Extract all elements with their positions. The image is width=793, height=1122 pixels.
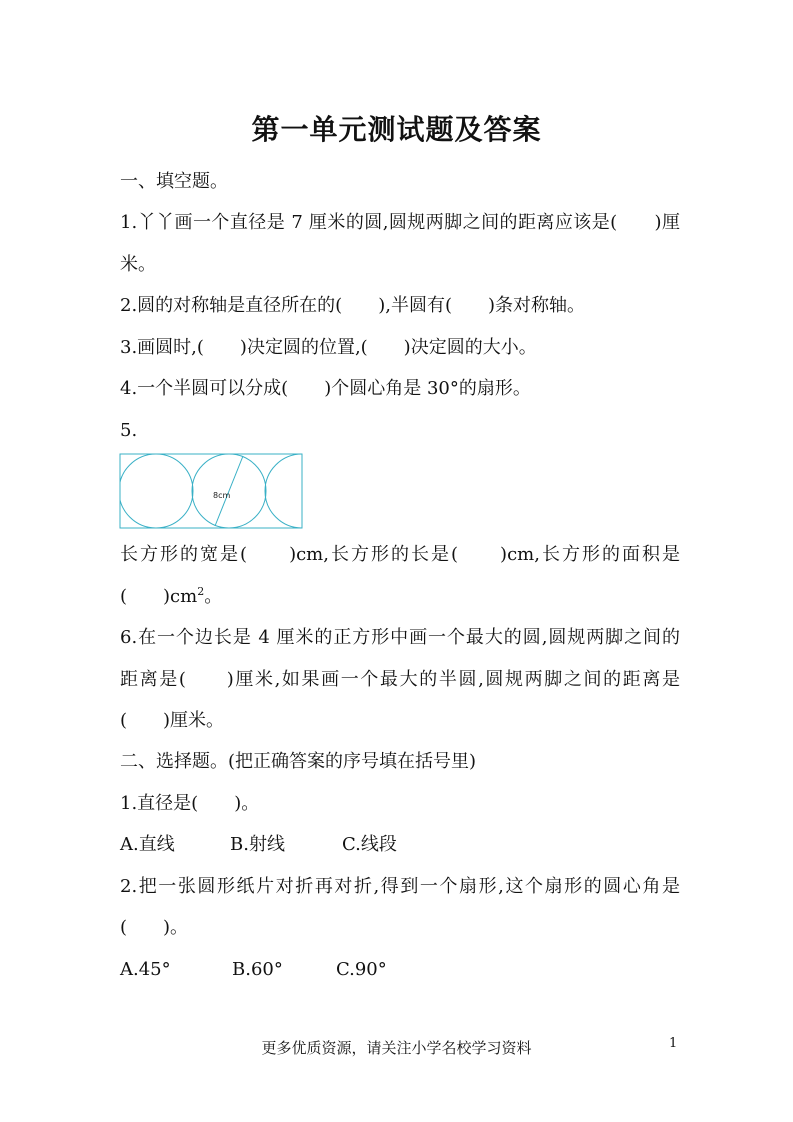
figure-circle-left bbox=[119, 454, 193, 528]
choice-question-1: 1.直径是( )。 bbox=[120, 793, 260, 814]
rectangle-circles-figure bbox=[119, 453, 303, 529]
question-5-number: 5. bbox=[120, 420, 138, 441]
section-heading-fill-blank: 一、填空题。 bbox=[120, 171, 228, 192]
page-number: 1 bbox=[669, 1036, 678, 1051]
choice-2-option-b: B.60° bbox=[232, 959, 283, 980]
page-footer: 更多优质资源，请关注小学名校学习资料 bbox=[261, 1039, 532, 1057]
page-title: 第一单元测试题及答案 bbox=[251, 113, 542, 146]
question-1-line-1: 1.丫丫画一个直径是 7 厘米的圆,圆规两脚之间的距离应该是( )厘 bbox=[120, 212, 680, 233]
question-5-line-2 bbox=[120, 585, 680, 609]
figure-rectangle bbox=[120, 454, 302, 528]
question-2: 2.圆的对称轴是直径所在的( ),半圆有( )条对称轴。 bbox=[120, 295, 585, 316]
section-heading-multiple-choice: 二、选择题。(把正确答案的序号填在括号里) bbox=[120, 751, 477, 772]
figure-circle-right bbox=[265, 454, 303, 528]
question-6-line-3: ( )厘米。 bbox=[120, 710, 225, 731]
choice-1-option-c: C.线段 bbox=[342, 834, 397, 855]
question-6-line-1: 6.在一个边长是 4 厘米的正方形中画一个最大的圆,圆规两脚之间的 bbox=[120, 627, 680, 648]
question-6-line-2: 距离是( )厘米,如果画一个最大的半圆,圆规两脚之间的距离是 bbox=[120, 669, 680, 690]
question-5-superscript: 2 bbox=[197, 585, 205, 598]
question-5-line-1: 长方形的宽是( )cm,长方形的长是( )cm,长方形的面积是 bbox=[120, 544, 680, 565]
question-5-end: 。 bbox=[204, 586, 223, 607]
choice-2-option-a: A.45° bbox=[120, 959, 171, 980]
choice-question-2-line-1: 2.把一张圆形纸片对折再对折,得到一个扇形,这个扇形的圆心角是 bbox=[120, 876, 680, 897]
choice-1-option-b: B.射线 bbox=[230, 834, 285, 855]
question-1-line-2: 米。 bbox=[120, 254, 156, 275]
figure-diameter-label: 8cm bbox=[213, 491, 231, 500]
question-4: 4.一个半圆可以分成( )个圆心角是 30°的扇形。 bbox=[120, 378, 531, 399]
question-3: 3.画圆时,( )决定圆的位置,( )决定圆的大小。 bbox=[120, 337, 537, 358]
question-5-answer-blank: ( )cm bbox=[120, 586, 198, 607]
choice-2-option-c: C.90° bbox=[336, 959, 387, 980]
choice-question-2-line-2: ( )。 bbox=[120, 917, 189, 938]
choice-1-option-a: A.直线 bbox=[120, 834, 175, 855]
